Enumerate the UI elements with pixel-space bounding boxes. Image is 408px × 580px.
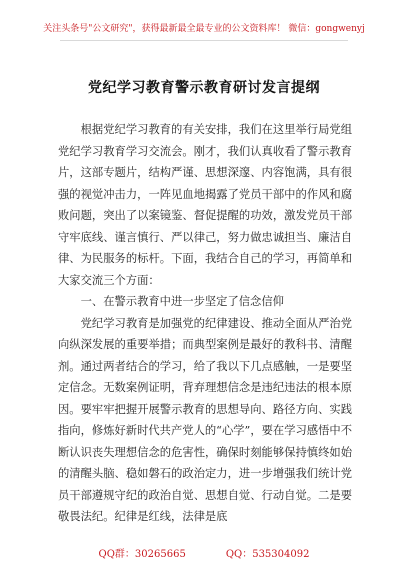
header-banner[interactable]: 关注头条号"公文研究"，获得最新最全最专业的公文资料库！ 微信：gongwenyj bbox=[43, 24, 365, 34]
document-body bbox=[58, 119, 352, 528]
section-heading: 一、在警示教育中进一步坚定了信念信仰 bbox=[80, 295, 284, 308]
qq-group-number[interactable]: QQ群：30265665 bbox=[98, 549, 186, 560]
body-paragraph: 党纪学习教育是加强党的纪律建设、推动全面从严治党向纵深发展的重要举措；而典型案例是最好的教科书、清醒剂。通过两者结合的学习，给了我以下几点感触，一是要坚定信念。无数案例证明，背弃理想信念是违纪违法的根本原因。要牢牢把握开展警示教育的思想导向、路径方向、实践指向，修炼好新时代共产党人的“心学”，要在学习感悟中不断认识丧失理想信念的危害性，确保时刻能够保持慎终如始的清醒头脑、稳如磐石的政治定力，进一步增强我们统计党员干部遵规守纪的政治自觉、思想自觉、行动自觉。二是要敬畏法纪。纪律是红线，法律是底 bbox=[58, 316, 352, 523]
header-divider bbox=[60, 40, 348, 41]
qq-number[interactable]: QQ：535304092 bbox=[225, 549, 310, 560]
footer-contact bbox=[0, 548, 408, 562]
document-title: 党纪学习教育警示教育研讨发言提纲 bbox=[88, 80, 320, 96]
intro-paragraph: 根据党纪学习教育的有关安排，我们在这里举行局党组党纪学习教育学习交流会。刚才，我们认真收看了警示教育片，这部专题片，结构严谨、思想深邃、内容饱满，具有很强的视觉冲击力，一阵见血地揭露了党员干部中的作风和腐败问题，突出了以案镜鉴、督促提醒的功效，激发党员干部守牢底线、谨言慎行、严以律己，努力做忠诚担当、廉洁自律、为民服务的标杆。下面，我结合自己的学习，再简单和大家交流三个方面： bbox=[58, 123, 352, 287]
